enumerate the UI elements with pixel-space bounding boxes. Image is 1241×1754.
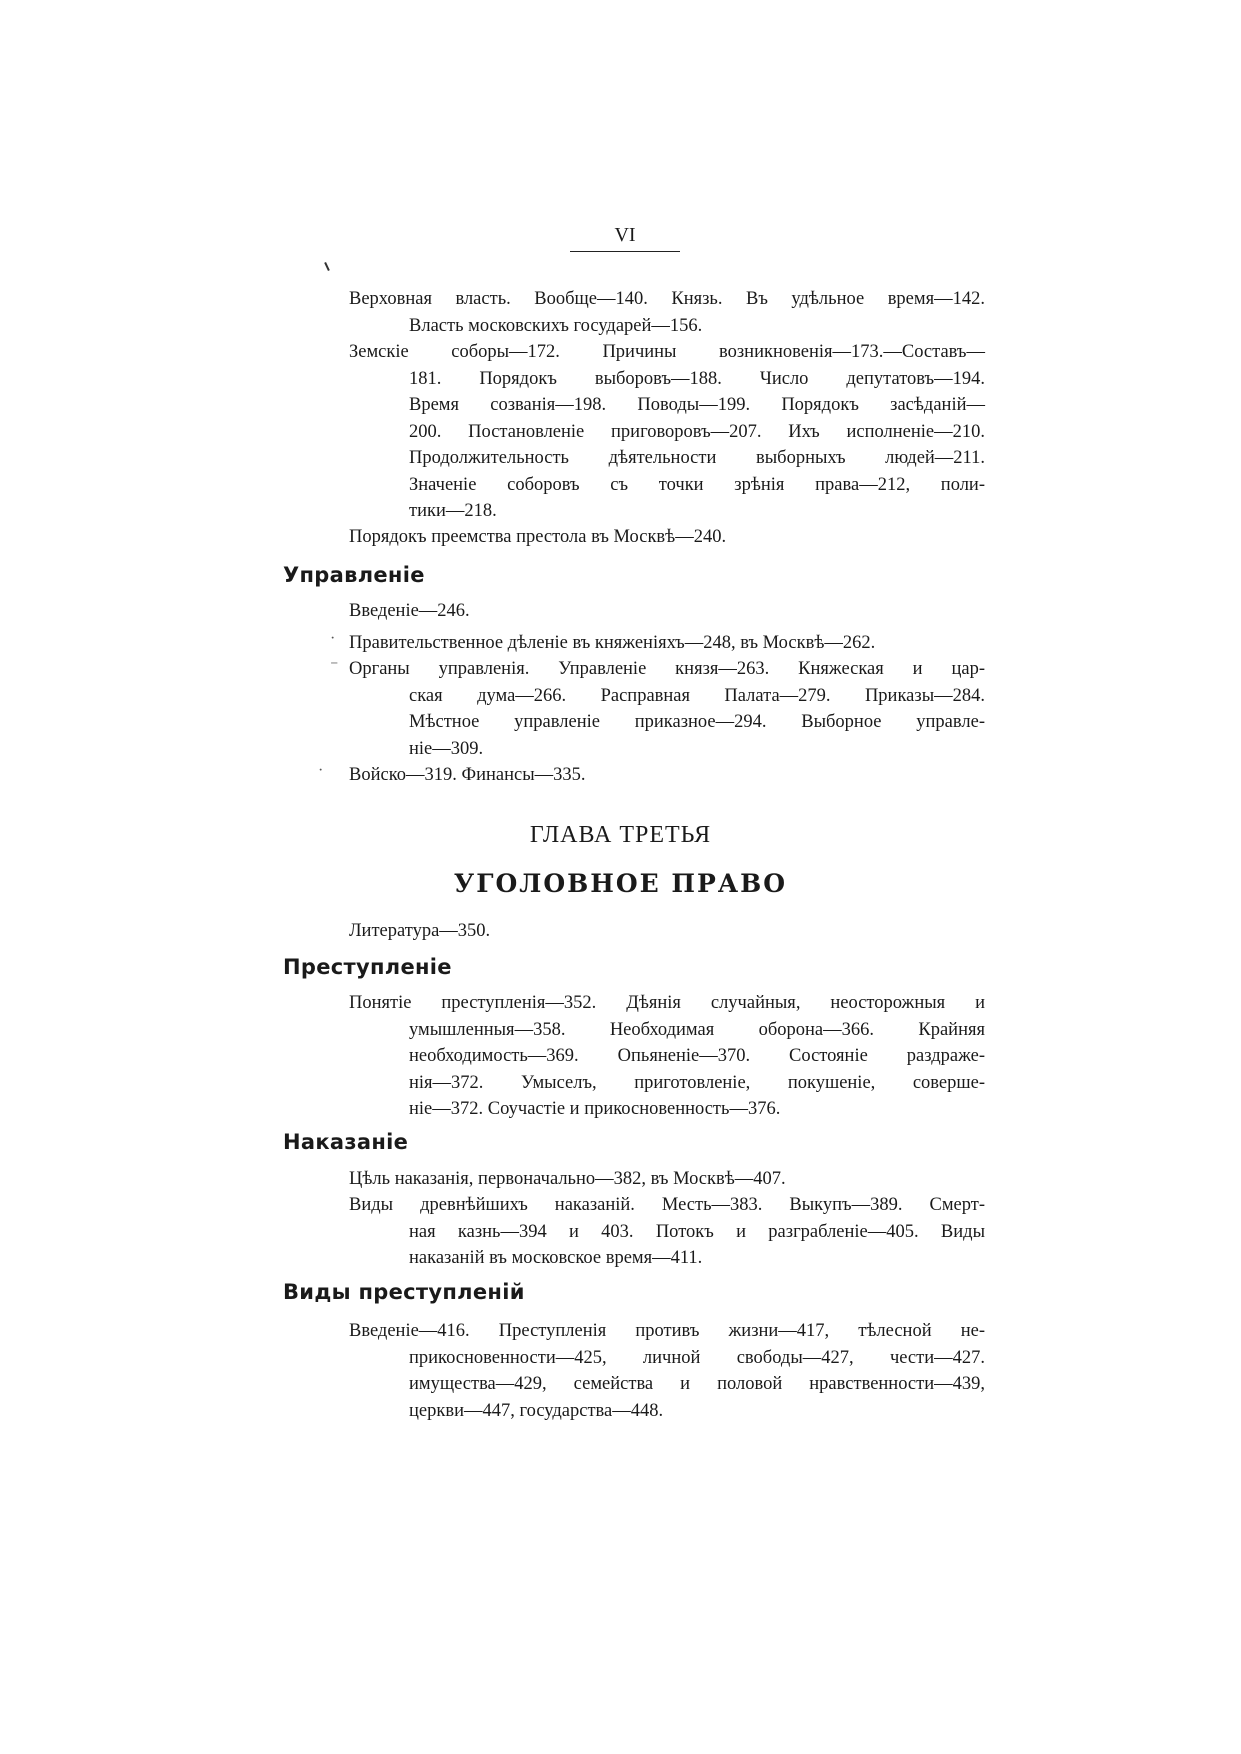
section-heading-vidy-prestupleniy: Виды преступленій: [283, 1280, 525, 1304]
entry-pravitelstvennoe-delenie: [349, 630, 985, 657]
entry-line: умышленныя—358. Необходимая оборона—366. Крайняя: [409, 1019, 985, 1040]
entry-voysko-finansy: [349, 762, 985, 789]
section-heading-nakazanie: Наказаніе: [283, 1130, 409, 1154]
stray-mark: [324, 262, 330, 271]
entry-line: Виды древнѣйшихъ наказаній. Месть—383. Выкупъ—389. Смерт-: [349, 1195, 985, 1215]
entry-line: Мѣстное управленіе приказное—294. Выборное управле-: [409, 712, 985, 732]
entry-line: Время созванія—198. Поводы—199. Порядокъ засѣданій—: [409, 395, 985, 415]
entry-line: Правительственное дѣленіе въ княженіяхъ—248, въ Москвѣ—262.: [349, 633, 876, 653]
entry-line: Власть московскихъ государей—156.: [409, 315, 703, 336]
entry-line: ная казнь—394 и 403. Потокъ и разграбленіе—405. Виды: [409, 1221, 985, 1242]
margin-mark: ·: [318, 762, 324, 779]
entry-line: тики—218.: [409, 501, 497, 521]
entry-line: наказаній въ московское время—411.: [409, 1248, 703, 1268]
entry-line: церкви—447, государства—448.: [409, 1400, 664, 1421]
entry-line: Органы управленія. Управленіе князя—263. Княжеская и цар-: [349, 659, 985, 679]
margin-mark: ⁻: [330, 658, 339, 675]
entry-line: прикосновенности—425, личной свободы—427, чести—427.: [409, 1347, 985, 1368]
entry-poryadok-preemstva: [349, 524, 985, 551]
entry-vidy-body: [349, 1318, 985, 1424]
entry-line: Понятіе преступленія—352. Дѣянія случайныя, неосторожныя и: [349, 993, 985, 1013]
entry-line: Литература—350.: [349, 921, 491, 941]
entry-line: 200. Постановленіе приговоровъ—207. Ихъ исполненіе—210.: [409, 421, 985, 442]
entry-line: нія—372. Умыселъ, приготовленіе, покушеніе, совершe-: [409, 1072, 985, 1093]
entry-line: Верховная власть. Вообще—140. Князь. Въ удѣльное время—142.: [349, 289, 985, 309]
entry-vidy-drevneyshikh: [349, 1192, 985, 1272]
entry-vvedenie: [349, 598, 985, 625]
chapter-subtitle: УГОЛОВНОЕ ПРАВО: [453, 869, 788, 898]
section-heading-upravlenie: Управленіе: [283, 563, 425, 587]
entry-line: Порядокъ преемства престола въ Москвѣ—240.: [349, 527, 727, 547]
entry-zemskie-sobory: [349, 339, 985, 525]
entry-line: Продолжительность дѣятельности выборныхъ людей—211.: [409, 448, 985, 468]
entry-line: необходимость—369. Опьяненіе—370. Состояніе раздраже-: [409, 1046, 985, 1066]
margin-mark: ·: [330, 630, 336, 647]
entry-line: имущества—429, семейства и половой нравственности—439,: [409, 1374, 985, 1394]
section-heading-prestuplenie: Преступленіе: [283, 955, 452, 979]
entry-line: Войско—319. Финансы—335.: [349, 765, 586, 785]
entry-literatura: [349, 918, 985, 945]
entry-line: 181. Порядокъ выборовъ—188. Число депутатовъ—194.: [409, 368, 985, 389]
entry-line: Введеніе—416. Преступленія противъ жизни—417, тѣлесной не-: [349, 1321, 985, 1341]
entry-line: Введеніе—246.: [349, 601, 470, 621]
page-number: VI: [570, 224, 680, 252]
entry-prestuplenie-body: [349, 990, 985, 1123]
entry-verkhovnaya-vlast: [349, 286, 985, 339]
chapter-title: ГЛАВА ТРЕТЬЯ: [529, 822, 712, 848]
entry-tsel-nakazaniya: [349, 1166, 985, 1193]
entry-line: ніе—309.: [409, 738, 484, 759]
entry-line: Цѣль наказанія, первоначально—382, въ Москвѣ—407.: [349, 1169, 786, 1189]
entry-organy-upravleniya: [349, 656, 985, 762]
entry-line: ская дума—266. Расправная Палата—279. Приказы—284.: [409, 685, 985, 706]
entry-line: Земскіе соборы—172. Причины возникновенія—173.—Составъ—: [349, 342, 985, 362]
entry-line: ніе—372. Соучастіе и прикосновенность—376.: [409, 1099, 781, 1119]
entry-line: Значеніе соборовъ съ точки зрѣнія права—212, поли-: [409, 474, 985, 495]
